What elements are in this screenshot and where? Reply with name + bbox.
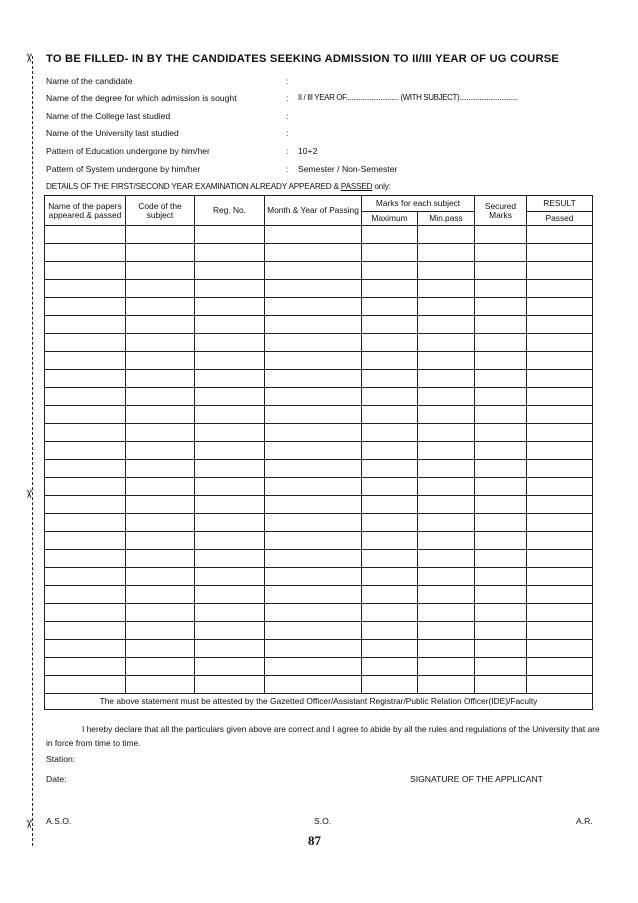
header-min-pass: Min.pass bbox=[418, 212, 475, 226]
table-cell[interactable] bbox=[126, 550, 195, 568]
table-cell[interactable] bbox=[45, 226, 126, 244]
table-cell[interactable] bbox=[527, 640, 593, 658]
table-cell[interactable] bbox=[475, 460, 527, 478]
table-cell[interactable] bbox=[45, 406, 126, 424]
table-cell[interactable] bbox=[126, 244, 195, 262]
table-cell[interactable] bbox=[265, 262, 362, 280]
table-cell[interactable] bbox=[527, 478, 593, 496]
table-cell[interactable] bbox=[126, 586, 195, 604]
table-cell[interactable] bbox=[265, 514, 362, 532]
field-value[interactable]: II / III YEAR OF............................. (WITH SUBJECT)................................ bbox=[298, 93, 518, 102]
table-row bbox=[45, 280, 593, 298]
table-cell[interactable] bbox=[418, 406, 475, 424]
table-cell[interactable] bbox=[527, 226, 593, 244]
table-cell[interactable] bbox=[265, 496, 362, 514]
table-cell[interactable] bbox=[195, 604, 265, 622]
table-cell[interactable] bbox=[195, 478, 265, 496]
table-cell[interactable] bbox=[418, 334, 475, 352]
table-cell[interactable] bbox=[418, 550, 475, 568]
table-cell[interactable] bbox=[126, 406, 195, 424]
table-cell[interactable] bbox=[362, 370, 418, 388]
table-cell[interactable] bbox=[45, 622, 126, 640]
table-cell[interactable] bbox=[418, 244, 475, 262]
table-cell[interactable] bbox=[195, 334, 265, 352]
table-cell[interactable] bbox=[475, 514, 527, 532]
header-subject-code: Code of the subject bbox=[126, 196, 195, 226]
header-result: RESULT bbox=[527, 196, 593, 212]
table-cell[interactable] bbox=[418, 424, 475, 442]
table-row bbox=[45, 244, 593, 262]
table-row bbox=[45, 406, 593, 424]
table-cell[interactable] bbox=[45, 298, 126, 316]
details-title-underlined: PASSED bbox=[340, 182, 373, 191]
header-secured-marks: Secured Marks bbox=[475, 196, 527, 226]
table-cell[interactable] bbox=[45, 316, 126, 334]
header-maximum: Maximum bbox=[362, 212, 418, 226]
table-cell[interactable] bbox=[126, 334, 195, 352]
table-cell[interactable] bbox=[527, 442, 593, 460]
table-cell[interactable] bbox=[475, 496, 527, 514]
marks-table-body bbox=[45, 226, 593, 694]
table-cell[interactable] bbox=[418, 478, 475, 496]
declaration-text: I hereby declare that all the particulars given above are correct and I agree to abide by all the rules and regulations of the University that are in force from time to time. bbox=[46, 724, 600, 748]
table-cell[interactable] bbox=[195, 676, 265, 694]
table-cell[interactable] bbox=[418, 442, 475, 460]
table-cell[interactable] bbox=[475, 550, 527, 568]
table-row bbox=[45, 658, 593, 676]
table-cell[interactable] bbox=[126, 658, 195, 676]
table-cell[interactable] bbox=[126, 640, 195, 658]
table-cell[interactable] bbox=[195, 514, 265, 532]
footer-aso: A.S.O. bbox=[46, 816, 72, 826]
date-label: Date: bbox=[46, 774, 67, 784]
table-cell[interactable] bbox=[126, 676, 195, 694]
table-cell[interactable] bbox=[195, 460, 265, 478]
table-cell[interactable] bbox=[195, 280, 265, 298]
table-cell[interactable] bbox=[475, 388, 527, 406]
table-cell[interactable] bbox=[45, 280, 126, 298]
field-label: Name of the University last studied bbox=[46, 128, 179, 138]
table-cell[interactable] bbox=[475, 478, 527, 496]
table-cell[interactable] bbox=[418, 316, 475, 334]
table-cell[interactable] bbox=[195, 622, 265, 640]
table-cell[interactable] bbox=[475, 586, 527, 604]
table-cell[interactable] bbox=[45, 550, 126, 568]
table-cell[interactable] bbox=[362, 532, 418, 550]
table-cell[interactable] bbox=[45, 658, 126, 676]
table-cell[interactable] bbox=[527, 316, 593, 334]
table-cell[interactable] bbox=[265, 478, 362, 496]
table-row bbox=[45, 622, 593, 640]
table-cell[interactable] bbox=[195, 388, 265, 406]
field-colon: : bbox=[286, 164, 289, 174]
table-cell[interactable] bbox=[527, 424, 593, 442]
header-reg-no: Reg. No. bbox=[195, 196, 265, 226]
table-cell[interactable] bbox=[418, 676, 475, 694]
table-cell[interactable] bbox=[126, 316, 195, 334]
table-cell[interactable] bbox=[195, 424, 265, 442]
table-cell[interactable] bbox=[265, 280, 362, 298]
table-cell[interactable] bbox=[45, 532, 126, 550]
table-cell[interactable] bbox=[126, 568, 195, 586]
field-university-last-studied[interactable] bbox=[46, 128, 606, 142]
footer-ar: A.R. bbox=[576, 816, 593, 826]
table-cell[interactable] bbox=[527, 568, 593, 586]
table-cell[interactable] bbox=[527, 658, 593, 676]
table-cell[interactable] bbox=[362, 226, 418, 244]
table-row bbox=[45, 388, 593, 406]
table-row bbox=[45, 604, 593, 622]
table-cell[interactable] bbox=[418, 586, 475, 604]
table-cell[interactable] bbox=[475, 604, 527, 622]
table-cell[interactable] bbox=[126, 478, 195, 496]
table-cell[interactable] bbox=[527, 622, 593, 640]
table-cell[interactable] bbox=[45, 478, 126, 496]
table-cell[interactable] bbox=[527, 352, 593, 370]
table-cell[interactable] bbox=[475, 658, 527, 676]
field-colon: : bbox=[286, 146, 289, 156]
table-cell[interactable] bbox=[418, 604, 475, 622]
table-cell[interactable] bbox=[195, 352, 265, 370]
table-cell[interactable] bbox=[362, 352, 418, 370]
table-cell[interactable] bbox=[527, 388, 593, 406]
table-cell[interactable] bbox=[45, 568, 126, 586]
table-cell[interactable] bbox=[265, 244, 362, 262]
marks-table bbox=[44, 195, 593, 710]
table-row bbox=[45, 514, 593, 532]
table-row bbox=[45, 370, 593, 388]
table-cell[interactable] bbox=[362, 388, 418, 406]
table-cell[interactable] bbox=[475, 442, 527, 460]
table-cell[interactable] bbox=[527, 370, 593, 388]
table-cell[interactable] bbox=[418, 298, 475, 316]
table-cell[interactable] bbox=[418, 514, 475, 532]
table-cell[interactable] bbox=[195, 298, 265, 316]
table-cell[interactable] bbox=[475, 280, 527, 298]
details-title bbox=[46, 182, 391, 191]
table-cell[interactable] bbox=[45, 334, 126, 352]
table-cell[interactable] bbox=[418, 352, 475, 370]
footer-so: S.O. bbox=[314, 816, 332, 826]
table-cell[interactable] bbox=[45, 262, 126, 280]
table-cell[interactable] bbox=[527, 532, 593, 550]
table-cell[interactable] bbox=[195, 640, 265, 658]
table-cell[interactable] bbox=[475, 622, 527, 640]
table-row bbox=[45, 586, 593, 604]
table-row bbox=[45, 424, 593, 442]
table-cell[interactable] bbox=[45, 586, 126, 604]
scissors-icon: ✂ bbox=[22, 818, 37, 830]
table-cell[interactable] bbox=[126, 622, 195, 640]
table-cell[interactable] bbox=[195, 226, 265, 244]
field-system-pattern[interactable] bbox=[46, 164, 606, 178]
table-cell[interactable] bbox=[45, 244, 126, 262]
table-cell[interactable] bbox=[45, 604, 126, 622]
table-cell[interactable] bbox=[418, 568, 475, 586]
table-row bbox=[45, 568, 593, 586]
table-row bbox=[45, 550, 593, 568]
table-cell[interactable] bbox=[475, 262, 527, 280]
table-cell[interactable] bbox=[45, 370, 126, 388]
table-cell[interactable] bbox=[265, 388, 362, 406]
table-cell[interactable] bbox=[362, 334, 418, 352]
table-cell[interactable] bbox=[418, 460, 475, 478]
field-colon: : bbox=[286, 111, 289, 121]
table-cell[interactable] bbox=[475, 244, 527, 262]
table-cell[interactable] bbox=[362, 658, 418, 676]
table-cell[interactable] bbox=[126, 514, 195, 532]
table-cell[interactable] bbox=[265, 550, 362, 568]
table-cell[interactable] bbox=[362, 640, 418, 658]
header-marks-group: Marks for each subject bbox=[362, 196, 475, 212]
header-month-year: Month & Year of Passing bbox=[265, 196, 362, 226]
page-number: 87 bbox=[308, 833, 321, 848]
table-cell[interactable] bbox=[45, 676, 126, 694]
table-cell[interactable] bbox=[362, 622, 418, 640]
table-cell[interactable] bbox=[475, 406, 527, 424]
table-cell[interactable] bbox=[45, 442, 126, 460]
table-cell[interactable] bbox=[362, 316, 418, 334]
table-cell[interactable] bbox=[362, 568, 418, 586]
field-college-last-studied[interactable] bbox=[46, 111, 606, 125]
table-cell[interactable] bbox=[265, 424, 362, 442]
table-cell[interactable] bbox=[45, 388, 126, 406]
field-colon: : bbox=[286, 93, 289, 103]
table-cell[interactable] bbox=[527, 550, 593, 568]
field-candidate-name[interactable] bbox=[46, 76, 606, 90]
table-cell[interactable] bbox=[475, 316, 527, 334]
header-papers-appeared: Name of the papers appeared & passed bbox=[45, 196, 126, 226]
field-degree-sought[interactable] bbox=[46, 93, 606, 107]
table-cell[interactable] bbox=[126, 532, 195, 550]
table-cell[interactable] bbox=[45, 460, 126, 478]
table-cell[interactable] bbox=[362, 244, 418, 262]
table-cell[interactable] bbox=[527, 262, 593, 280]
table-cell[interactable] bbox=[265, 352, 362, 370]
table-cell[interactable] bbox=[265, 370, 362, 388]
table-cell[interactable] bbox=[195, 496, 265, 514]
table-cell[interactable] bbox=[362, 496, 418, 514]
table-cell[interactable] bbox=[418, 280, 475, 298]
table-cell[interactable] bbox=[362, 460, 418, 478]
table-cell[interactable] bbox=[265, 622, 362, 640]
cut-line bbox=[32, 56, 33, 846]
table-cell[interactable] bbox=[527, 496, 593, 514]
table-cell[interactable] bbox=[45, 352, 126, 370]
table-cell[interactable] bbox=[418, 532, 475, 550]
table-cell[interactable] bbox=[475, 334, 527, 352]
table-cell[interactable] bbox=[527, 280, 593, 298]
details-title-prefix: DETAILS OF THE FIRST/SECOND YEAR EXAMINATION ALREADY APPEARED & bbox=[46, 182, 341, 191]
table-cell[interactable] bbox=[418, 496, 475, 514]
table-row bbox=[45, 676, 593, 694]
table-cell[interactable] bbox=[265, 442, 362, 460]
table-cell[interactable] bbox=[362, 442, 418, 460]
table-cell[interactable] bbox=[362, 514, 418, 532]
table-cell[interactable] bbox=[195, 406, 265, 424]
signature-label: SIGNATURE OF THE APPLICANT bbox=[410, 774, 543, 784]
table-row bbox=[45, 226, 593, 244]
table-cell[interactable] bbox=[475, 640, 527, 658]
table-cell[interactable] bbox=[45, 424, 126, 442]
table-row bbox=[45, 262, 593, 280]
declaration bbox=[46, 722, 602, 750]
table-cell[interactable] bbox=[126, 370, 195, 388]
table-cell[interactable] bbox=[475, 370, 527, 388]
table-cell[interactable] bbox=[527, 676, 593, 694]
table-cell[interactable] bbox=[265, 226, 362, 244]
attestation-note: The above statement must be attested by the Gazetted Officer/Assistant Registrar/Public Relation Officer(IDE)/Faculty bbox=[45, 694, 593, 710]
table-cell[interactable] bbox=[475, 568, 527, 586]
table-cell[interactable] bbox=[195, 658, 265, 676]
table-cell[interactable] bbox=[475, 676, 527, 694]
table-row bbox=[45, 334, 593, 352]
table-cell[interactable] bbox=[418, 388, 475, 406]
table-cell[interactable] bbox=[126, 496, 195, 514]
table-cell[interactable] bbox=[418, 640, 475, 658]
form-heading: TO BE FILLED- IN BY THE CANDIDATES SEEKING ADMISSION TO II/III YEAR OF UG COURSE bbox=[46, 53, 560, 65]
field-label: Name of the degree for which admission is sought bbox=[46, 93, 237, 103]
scissors-icon: ✂ bbox=[22, 52, 37, 64]
table-cell[interactable] bbox=[126, 298, 195, 316]
field-label: Name of the College last studied bbox=[46, 111, 171, 121]
table-cell[interactable] bbox=[265, 460, 362, 478]
field-value[interactable]: Semester / Non-Semester bbox=[298, 164, 398, 174]
table-cell[interactable] bbox=[265, 316, 362, 334]
field-label: Pattern of System undergone by him/her bbox=[46, 164, 201, 174]
field-value[interactable]: 10+2 bbox=[298, 146, 318, 156]
table-cell[interactable] bbox=[126, 604, 195, 622]
table-cell[interactable] bbox=[362, 406, 418, 424]
table-cell[interactable] bbox=[527, 298, 593, 316]
table-cell[interactable] bbox=[527, 514, 593, 532]
table-cell[interactable] bbox=[126, 226, 195, 244]
table-row bbox=[45, 460, 593, 478]
table-cell[interactable] bbox=[527, 406, 593, 424]
table-row bbox=[45, 352, 593, 370]
table-cell[interactable] bbox=[527, 244, 593, 262]
table-cell[interactable] bbox=[195, 370, 265, 388]
table-cell[interactable] bbox=[126, 388, 195, 406]
table-cell[interactable] bbox=[126, 442, 195, 460]
table-cell[interactable] bbox=[195, 586, 265, 604]
table-cell[interactable] bbox=[475, 424, 527, 442]
table-row bbox=[45, 640, 593, 658]
scissors-icon: ✂ bbox=[22, 488, 37, 500]
table-cell[interactable] bbox=[45, 514, 126, 532]
table-cell[interactable] bbox=[195, 532, 265, 550]
table-row bbox=[45, 316, 593, 334]
table-cell[interactable] bbox=[45, 640, 126, 658]
table-cell[interactable] bbox=[418, 658, 475, 676]
table-cell[interactable] bbox=[418, 370, 475, 388]
table-cell[interactable] bbox=[195, 244, 265, 262]
table-cell[interactable] bbox=[265, 334, 362, 352]
table-cell[interactable] bbox=[475, 352, 527, 370]
table-cell[interactable] bbox=[475, 226, 527, 244]
field-label: Name of the candidate bbox=[46, 76, 133, 86]
table-cell[interactable] bbox=[475, 298, 527, 316]
table-cell[interactable] bbox=[265, 586, 362, 604]
field-education-pattern[interactable] bbox=[46, 146, 606, 160]
table-cell[interactable] bbox=[527, 586, 593, 604]
field-label: Pattern of Education undergone by him/her bbox=[46, 146, 210, 156]
table-cell[interactable] bbox=[362, 298, 418, 316]
table-cell[interactable] bbox=[126, 280, 195, 298]
table-cell[interactable] bbox=[195, 262, 265, 280]
table-row bbox=[45, 496, 593, 514]
table-cell[interactable] bbox=[265, 658, 362, 676]
table-cell[interactable] bbox=[265, 568, 362, 586]
table-cell[interactable] bbox=[362, 586, 418, 604]
table-cell[interactable] bbox=[126, 460, 195, 478]
table-cell[interactable] bbox=[265, 406, 362, 424]
table-cell[interactable] bbox=[195, 568, 265, 586]
table-cell[interactable] bbox=[45, 496, 126, 514]
table-row bbox=[45, 478, 593, 496]
table-cell[interactable] bbox=[195, 316, 265, 334]
station-label: Station: bbox=[46, 754, 76, 764]
table-cell[interactable] bbox=[362, 676, 418, 694]
table-cell[interactable] bbox=[265, 640, 362, 658]
table-row bbox=[45, 442, 593, 460]
table-cell[interactable] bbox=[362, 280, 418, 298]
table-cell[interactable] bbox=[418, 262, 475, 280]
table-cell[interactable] bbox=[527, 334, 593, 352]
table-cell[interactable] bbox=[195, 550, 265, 568]
table-row bbox=[45, 298, 593, 316]
table-cell[interactable] bbox=[362, 424, 418, 442]
table-cell[interactable] bbox=[265, 532, 362, 550]
table-cell[interactable] bbox=[362, 262, 418, 280]
table-cell[interactable] bbox=[418, 622, 475, 640]
table-cell[interactable] bbox=[527, 604, 593, 622]
table-cell[interactable] bbox=[362, 478, 418, 496]
table-cell[interactable] bbox=[195, 442, 265, 460]
table-cell[interactable] bbox=[265, 604, 362, 622]
table-cell[interactable] bbox=[475, 532, 527, 550]
field-colon: : bbox=[286, 76, 289, 86]
table-row bbox=[45, 532, 593, 550]
table-cell[interactable] bbox=[126, 352, 195, 370]
table-cell[interactable] bbox=[126, 262, 195, 280]
header-passed: Passed bbox=[527, 212, 593, 226]
field-colon: : bbox=[286, 128, 289, 138]
table-cell[interactable] bbox=[362, 550, 418, 568]
table-cell[interactable] bbox=[265, 676, 362, 694]
table-cell[interactable] bbox=[418, 226, 475, 244]
table-cell[interactable] bbox=[126, 424, 195, 442]
table-cell[interactable] bbox=[362, 604, 418, 622]
details-title-suffix: only: bbox=[372, 182, 391, 191]
table-cell[interactable] bbox=[265, 298, 362, 316]
table-cell[interactable] bbox=[527, 460, 593, 478]
